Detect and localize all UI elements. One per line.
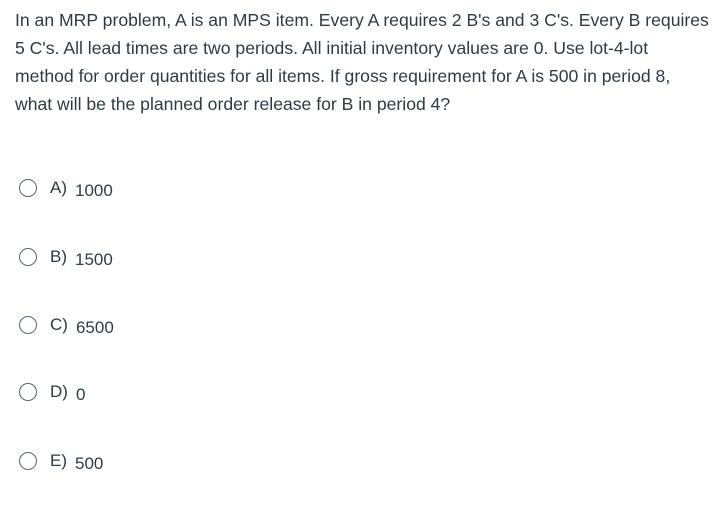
option-text: 1000: [75, 181, 113, 200]
radio-button-icon[interactable]: [19, 452, 37, 470]
question-text: In an MRP problem, A is an MPS item. Every A requires 2 B's and 3 C's. Every B requires 5 C's. All lead times are two periods. All initial inventory values are 0. Use lot-4-lot method for order quantities for all items. If gross requirement for A is 500 in period 8, what will be the planned order release for B in period 4?: [15, 10, 709, 114]
option-letter: D): [50, 382, 68, 401]
option-letter: E): [50, 451, 67, 470]
answer-option-c[interactable]: [19, 311, 114, 339]
radio-button-icon[interactable]: [19, 179, 37, 197]
option-text: 6500: [75, 318, 114, 337]
answer-option-e[interactable]: [19, 447, 103, 475]
answer-option-d[interactable]: [19, 378, 85, 406]
radio-button-icon[interactable]: [19, 316, 37, 334]
answer-option-a[interactable]: [19, 174, 113, 202]
option-text: 1500: [75, 250, 113, 269]
option-letter: C): [50, 315, 68, 334]
option-text: 500: [75, 454, 104, 473]
radio-button-icon[interactable]: [19, 383, 37, 401]
option-letter: B): [50, 247, 67, 266]
radio-button-icon[interactable]: [19, 248, 37, 266]
option-text: 0: [75, 385, 86, 404]
answer-option-b[interactable]: [19, 243, 113, 271]
option-letter: A): [50, 178, 67, 197]
